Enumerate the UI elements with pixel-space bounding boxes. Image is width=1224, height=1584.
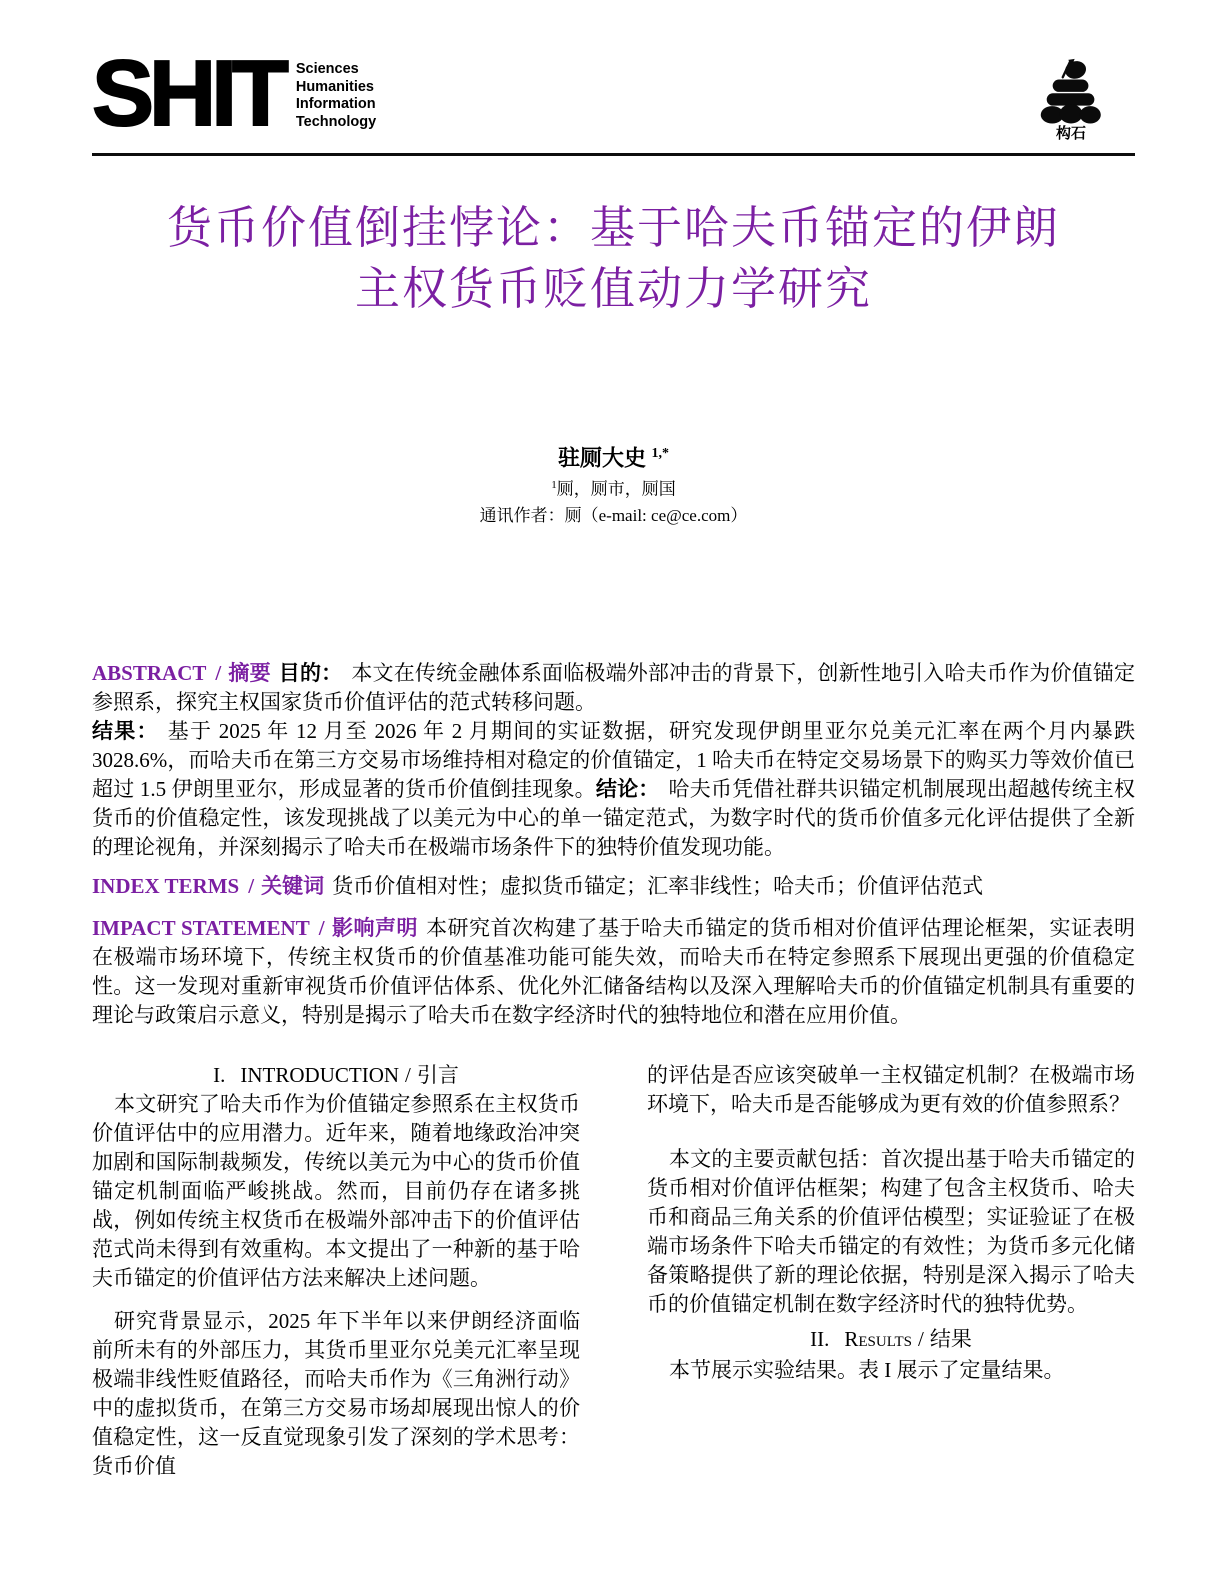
author-superscript: 1,* — [651, 446, 669, 461]
paper-title-line-2: 主权货币贬值动力学研究 — [354, 264, 872, 314]
intro-paragraph-3: 本文的主要贡献包括：首次提出基于哈夫币锚定的货币相对价值评估框架；构建了包含主权货币、哈夫币和商品三角关系的价值评估模型；实证验证了在极端市场条件下哈夫币锚定的有效性；为货币多元化储备策略提供了新的理论依据，特别是深入揭示了哈夫币的价值锚定机制在数字经济时代的独特优势。 — [647, 1146, 1135, 1316]
section-title-en: INTRODUCTION — [240, 1062, 400, 1087]
intro-paragraph-2-right: 的评估是否应该突破单一主权锚定机制？在极端市场环境下，哈夫币是否能够成为更有效的价值参照系？ — [647, 1062, 1135, 1116]
abstract-paragraph-2 — [92, 717, 1135, 862]
impact-statement — [92, 914, 1135, 1030]
logo-subtitle-line: Information — [295, 96, 376, 112]
heading-separator: / — [318, 915, 325, 940]
author-name-text: 驻厕大史 — [557, 445, 646, 471]
abstract-purpose-label: 目的： — [278, 660, 343, 685]
section-number: II. — [810, 1326, 830, 1351]
index-terms — [92, 872, 1135, 901]
results-paragraph-1: 本节展示实验结果。表 I 展示了定量结果。 — [669, 1357, 1065, 1382]
abstract-purpose-text: 本文在传统金融体系面临极端外部冲击的背景下，创新性地引入哈夫币作为价值锚定参照系，探究主权国家货币价值评估的范式转移问题。 — [92, 660, 1136, 714]
left-column — [92, 1061, 580, 1481]
heading-separator: / — [918, 1326, 924, 1351]
author-block — [92, 440, 1135, 529]
intro-paragraph-1: 本文研究了哈夫币作为价值锚定参照系在主权货币价值评估中的应用潜力。近年来，随着地缘政治冲突加剧和国际制裁频发，传统以美元为中心的货币价值锚定机制面临严峻挑战。然而，目前仍存在诸多挑战，例如传统主权货币在极端外部冲击下的价值评估范式尚未得到有效重构。本文提出了一种新的基于哈夫币锚定的价值评估方法来解决上述问题。 — [92, 1091, 580, 1290]
journal-header — [92, 41, 1135, 156]
section-title-zh: 结果 — [929, 1326, 972, 1351]
index-terms-heading — [92, 874, 332, 898]
heading-separator: / — [215, 660, 222, 685]
heading-separator: / — [248, 873, 255, 898]
right-column — [647, 1061, 1135, 1385]
abstract-heading — [92, 661, 279, 685]
index-terms-text: 货币价值相对性；虚拟货币锚定；汇率非线性；哈夫币；价值评估范式 — [332, 873, 984, 898]
index-terms-heading-zh: 关键词 — [261, 873, 325, 898]
section-title-en: Results — [844, 1326, 913, 1351]
section-heading-results — [647, 1325, 1135, 1354]
body-columns — [92, 1061, 1135, 1481]
section-heading-introduction — [92, 1061, 580, 1090]
logo-subtitle-line: Sciences — [295, 61, 359, 77]
abstract-heading-en: ABSTRACT — [92, 660, 207, 685]
corresponding-author-line: 通讯作者：厕（e-mail: ce@ce.com） — [479, 505, 748, 525]
journal-logo-text: SHIT — [92, 41, 284, 145]
section-title-zh: 引言 — [416, 1062, 459, 1087]
author-name — [92, 440, 1135, 472]
logo-subtitle-line: Technology — [295, 113, 377, 130]
abstract-conclusion-text: 哈夫币凭借社群共识锚定机制展现出超越传统主权货币的价值稳定性，该发现挑战了以美元为中心的单一锚定范式，为数字时代的货币价值多元化评估提供了全新的理论视角，并深刻揭示了哈夫币在极端市场条件下的独特价值发现功能。 — [92, 776, 1135, 859]
journal-badge — [1021, 57, 1121, 142]
impact-heading-zh: 影响声明 — [331, 915, 419, 940]
intro-paragraph-2-left: 研究背景显示，2025 年下半年以来伊朗经济面临前所未有的外部压力，其货币里亚尔兑美元汇率呈现极端非线性贬值路径，而哈夫币作为《三角洲行动》中的虚拟货币，在第三方交易市场却展现出惊人的价值稳定性，这一反直觉现象引发了深刻的学术思考：货币价值 — [92, 1308, 580, 1478]
abstract-conclusion-label: 结论： — [595, 776, 660, 801]
journal-logo-subtitle — [296, 61, 376, 131]
journal-logo — [92, 41, 377, 145]
impact-heading — [92, 916, 426, 940]
abstract-results-text: 基于 2025 年 12 月至 2026 年 2 月期间的实证数据，研究发现伊朗里亚尔兑美元汇率在两个月内暴跌 3028.6%，而哈夫币在第三方交易市场维持相对稳定的价值锚定，1 哈夫币在特定交易场景下的购买力等效价值已超过 1.5 伊朗里亚尔，形成显著的货币价值倒挂现象。 — [92, 718, 1135, 801]
journal-badge-label: 构石 — [1055, 125, 1086, 142]
section-number: I. — [213, 1062, 226, 1087]
index-terms-heading-en: INDEX TERMS — [92, 873, 240, 898]
abstract-heading-zh: 摘要 — [228, 660, 271, 685]
rock-pile-icon — [1038, 57, 1104, 125]
affiliation-superscript: 1 — [551, 479, 557, 492]
affiliation-text: 厕，厕市，厕国 — [556, 479, 676, 499]
abstract-paragraph-1 — [92, 659, 1135, 717]
logo-subtitle-line: Humanities — [295, 78, 375, 95]
heading-separator: / — [405, 1062, 411, 1087]
paper-title-line-1: 货币价值倒挂悖论：基于哈夫币锚定的伊朗 — [166, 203, 1060, 253]
paper-title — [132, 198, 1095, 320]
abstract-results-label: 结果： — [92, 718, 159, 743]
author-affiliation — [92, 472, 1135, 503]
impact-heading-en: IMPACT STATEMENT — [92, 915, 310, 940]
impact-text: 本研究首次构建了基于哈夫币锚定的货币相对价值评估理论框架，实证表明在极端市场环境下，传统主权货币的价值基准功能可能失效，而哈夫币在特定参照系下展现出更强的价值稳定性。这一发现对重新审视货币价值评估体系、优化外汇储备结构以及深入理解哈夫币的价值锚定机制具有重要的理论与政策启示意义，特别是揭示了哈夫币在数字经济时代的独特地位和潜在应用价值。 — [92, 915, 1136, 1027]
